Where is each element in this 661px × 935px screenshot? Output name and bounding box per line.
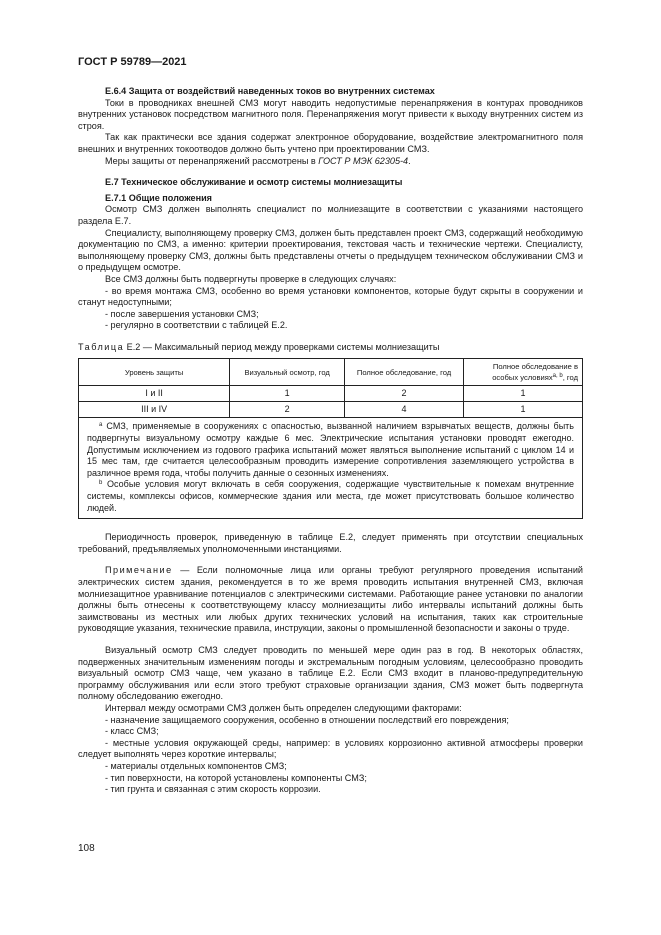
table-notes-row xyxy=(79,418,583,519)
list-item: - тип грунта и связанная с этим скорость коррозии. xyxy=(105,784,321,795)
list-item: - регулярно в соответствии с таблицей Е.2. xyxy=(105,320,288,331)
section-e71-title: Е.7.1 Общие положения xyxy=(105,192,212,203)
note-label: Примечание xyxy=(105,565,173,576)
paragraph: Интервал между осмотрами СМЗ должен быть определен следующими факторами: xyxy=(105,702,462,713)
reference: ГОСТ Р МЭК 62305-4 xyxy=(318,155,409,166)
table-caption-text: Е.2 — Максимальный период между проверками системы молниезащиты xyxy=(124,341,440,352)
column-header: Полное обследование, год xyxy=(345,359,464,386)
footnote-marks: a, b xyxy=(552,373,563,380)
paragraph: Специалисту, выполняющему проверку СМЗ, должен быть представлен проект СМЗ, содержащий необходимую документацию по СМЗ, а именно: критерии проектирования, текстовая часть и технические чертежи. Специалисту, выполняющему проверку СМЗ, должны быть представлены отчеты о предыдущем техническом обслуживании СМЗ и о предыдущем осмотре. xyxy=(78,227,583,273)
table-cell: I и II xyxy=(79,386,230,402)
table-cell: 4 xyxy=(345,402,464,418)
list-item: - тип поверхности, на которой установлены компоненты СМЗ; xyxy=(105,772,367,783)
paragraph: Периодичность проверок, приведенную в таблице Е.2, следует применять при отсутствии специальных требований, предъявляемых уполномоченными инстанциями. xyxy=(78,532,583,554)
document-header: ГОСТ Р 59789—2021 xyxy=(78,56,187,68)
column-header: Визуальный осмотр, год xyxy=(230,359,345,386)
table-footnote-a xyxy=(87,421,574,479)
list-item: - материалы отдельных компонентов СМЗ; xyxy=(105,760,287,771)
table-caption xyxy=(78,342,583,354)
table-notes xyxy=(79,418,583,519)
table-e2 xyxy=(78,358,583,519)
footnote-mark: b xyxy=(99,480,103,487)
column-header-text: Полное обследование в особых условиях xyxy=(492,361,578,383)
table-cell: 2 xyxy=(230,402,345,418)
section-e64-title: Е.6.4 Защита от воздействий наведенных токов во внутренних системах xyxy=(105,86,435,96)
list-item: - после завершения установки СМЗ; xyxy=(105,308,259,319)
paragraph: Осмотр СМЗ должен выполнять специалист по молниезащите в соответствии с указаниями настоящего раздела Е.7. xyxy=(78,204,583,226)
note-text: — Если полномочные лица или органы требуют регулярного проведения испытаний электрических систем здания, рекомендуется в то же время проводить испытания внутренней СМЗ, включая молниезащитное уравнивание потенциалов с электрическими системами. Работающие ранее установки по аналогии должны быть отнесены к соответствующему классу молниезащиты либо интервалы испытаний должны быть заимствованы из местных или любых других технических условий на испытания, таких как строительные руководящие указания, технические правила, инструкции, законы о промышленной безопасности и законы о труде. xyxy=(78,565,583,634)
table-header-row xyxy=(79,359,583,386)
footnote-text: СМЗ, применяемые в сооружениях с опасностью, вызванной наличием взрывчатых веществ, должны быть подвергнуты визуальному осмотру каждые 6 мес. Электрические испытания установки проводят ежегодно. Допустимым исключением из годового графика испытаний может являться выполнение испытаний с циклом 14 и 15 мес там, где считается целесообразным проводить измерение сопротивления заземляющего устройства в различное время года, чтобы получить данные о сезонных изменениях. xyxy=(87,421,574,478)
list-item: - во время монтажа СМЗ, особенно во время установки компонентов, которые будут скрыты в сооружении и станут недоступными; xyxy=(78,285,583,308)
footnote-mark: a xyxy=(99,422,103,429)
section-e64 xyxy=(78,86,583,796)
paragraph: Токи в проводниках внешней СМЗ могут наводить недопустимые перенапряжения в контурах проводников внутренних установок посредством магнитного поля. Перенапряжения могут привести к выходу внутренних систем из строя. xyxy=(78,97,583,131)
text: Меры защиты от перенапряжений рассмотрены в xyxy=(105,155,319,166)
list-item: - назначение защищаемого сооружения, особенно в отношении последствий его повреждения; xyxy=(105,714,509,725)
paragraph: Все СМЗ должны быть подвергнуты проверке в следующих случаях: xyxy=(105,273,397,284)
table-cell: III и IV xyxy=(79,402,230,418)
column-header xyxy=(464,359,583,386)
column-header: Уровень защиты xyxy=(79,359,230,386)
list-item: - местные условия окружающей среды, например: в условиях коррозионно активной атмосферы проверки следует выполнять через короткие интервалы; xyxy=(78,737,583,760)
footnote-text: Особые условия могут включать в себя сооружения, содержащие чувствительные к помехам внутренние системы, комплексы офисов, коммерческие здания или места, где может присутствовать большое количество людей. xyxy=(87,479,574,513)
table-row xyxy=(79,386,583,402)
section-e7-title: Е.7 Техническое обслуживание и осмотр системы молниезащиты xyxy=(105,177,403,188)
table-cell: 1 xyxy=(230,386,345,402)
table-cell: 2 xyxy=(345,386,464,402)
table-cell: 1 xyxy=(464,386,583,402)
list-item: - класс СМЗ; xyxy=(105,726,159,737)
paragraph: Визуальный осмотр СМЗ следует проводить по меньшей мере один раз в год. В некоторых областях, подверженных значительным изменениям погоды и экстремальным погодным условиям, целесообразно проводить визуальный осмотр СМЗ чаще, чем указано в таблице Е.2. Если СМЗ входит в планово-предупредительную программу обслуживания или если этого требуют страховые организации здания, СМЗ может быть подвергнута полному обследованию ежегодно. xyxy=(78,644,583,702)
page-number: 108 xyxy=(78,843,95,854)
table-cell: 1 xyxy=(464,402,583,418)
text: . xyxy=(408,155,411,166)
table-footnote-b xyxy=(87,479,574,514)
table-row xyxy=(79,402,583,418)
paragraph: Так как практически все здания содержат электронное оборудование, воздействие электромагнитного поля внешних и внутренних токоотводов должно быть учтено при проектировании СМЗ. xyxy=(78,132,583,154)
table-caption-label: Таблица xyxy=(78,341,125,352)
paragraph xyxy=(78,156,583,168)
note-paragraph xyxy=(78,565,583,635)
column-header-text: , год xyxy=(562,373,578,383)
